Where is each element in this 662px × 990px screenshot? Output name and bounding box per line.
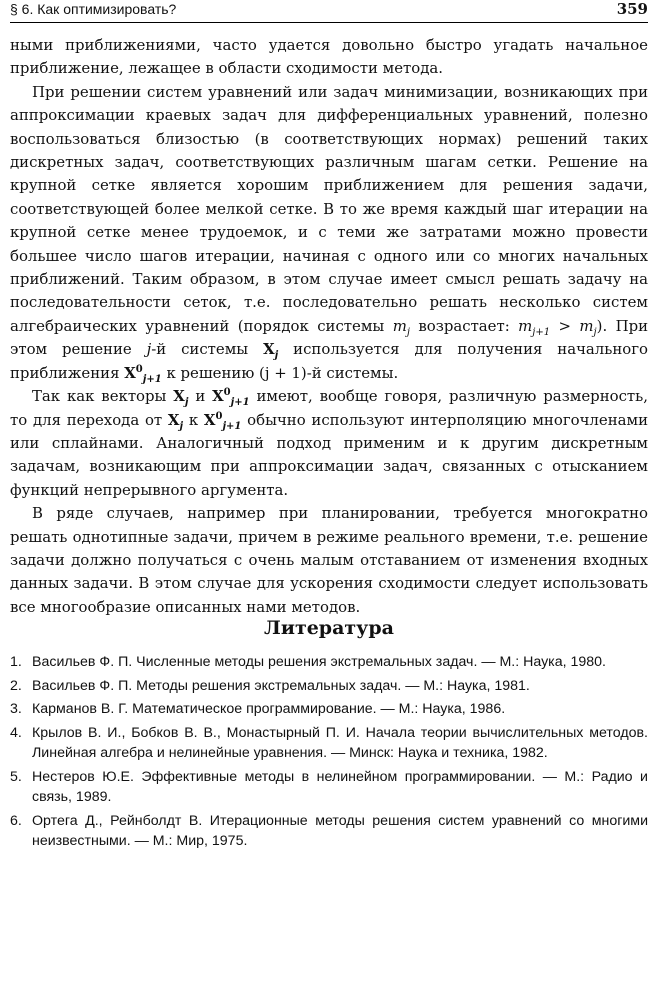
running-header [10, 0, 648, 23]
references-heading: Литература [264, 617, 394, 639]
main-text [10, 34, 648, 619]
paragraph-1: ными приближениями, часто удается довольно быстро угадать начальное приближение, лежащее в области сходимости метода. [10, 36, 648, 78]
reference-item: 5. Нестеров Ю.Е. Эффективные методы в нелинейном программировании. — М.: Радио и связь, 1989. [10, 768, 648, 805]
paragraph-3: Так как векторы $X_j$ и $X^0_{j+1}$ имеют, вообще говоря, различную размерность, то для перехода от $X_j$ к $X^0_{j+1}$ обычно используют интерполяцию многочленами или сплайнами. Аналогичный подход применим и к другим дискретным задачам, возникающим при аппроксимации задач, связанных с отысканием функций непрерывного аргумента. [10, 387, 649, 499]
reference-item: 1. Васильев Ф. П. Численные методы решения экстремальных задач. — М.: Наука, 1980. [10, 654, 606, 670]
reference-item: 4. Крылов В. И., Бобков В. В., Монастырный П. И. Начала теории вычислительных методов. Линейная алгебра и нелинейные уравнения. — Минск: Наука и техника, 1982. [10, 724, 648, 761]
paragraph-2: При решении систем уравнений или задач минимизации, возникающих при аппроксимации краевых задач для дифференциальных уравнений, полезно воспользоваться близостью (в соответствующих нормах) решений таких дискретных задач, соответствующих различным шагам сетки. Решение на крупной сетке является хорошим приближением для решения задачи, соответствующей более мелкой сетке. В то же время каждый шаг итерации на крупной сетке менее трудоемок, и с теми же затратами можно провести большее число шагов итерации, начиная с одного или со многих начальных приближений. Таким образом, в этом случае имеет смысл решать задачу на последовательности сеток, т.е. последовательно решать несколько систем алгебраических уравнений (порядок системы $m_j$ возрастает: $m_{j+1} > m_j$). При этом решение j-й системы $X_j$ используется для получения начального приближения $X^0_{j+1}$ к решению (j + 1)-й системы. [10, 82, 649, 385]
reference-item: 6. Ортега Д., Рейнболдт В. Итерационные методы решения систем уравнений со многими неизвестными. — М.: Мир, 1975. [10, 812, 648, 849]
paragraph-4: В ряде случаев, например при планировании, требуется многократно решать однотипные задачи, причем в режиме реального времени, т.е. решение задачи должно получаться с очень малым отставанием от изменения входных данных задачи. В этом случае для ускорения сходимости следует использовать все многообразие описанных нами методов. [10, 504, 648, 616]
reference-item: 2. Васильев Ф. П. Методы решения экстремальных задач. — М.: Наука, 1981. [10, 677, 530, 694]
reference-item: 3. Карманов В. Г. Математическое программирование. — М.: Наука, 1986. [10, 701, 506, 717]
section-title: § 6. Как оптимизировать? [10, 1, 177, 17]
references-list [10, 652, 648, 855]
page-number: 359 [616, 0, 648, 18]
